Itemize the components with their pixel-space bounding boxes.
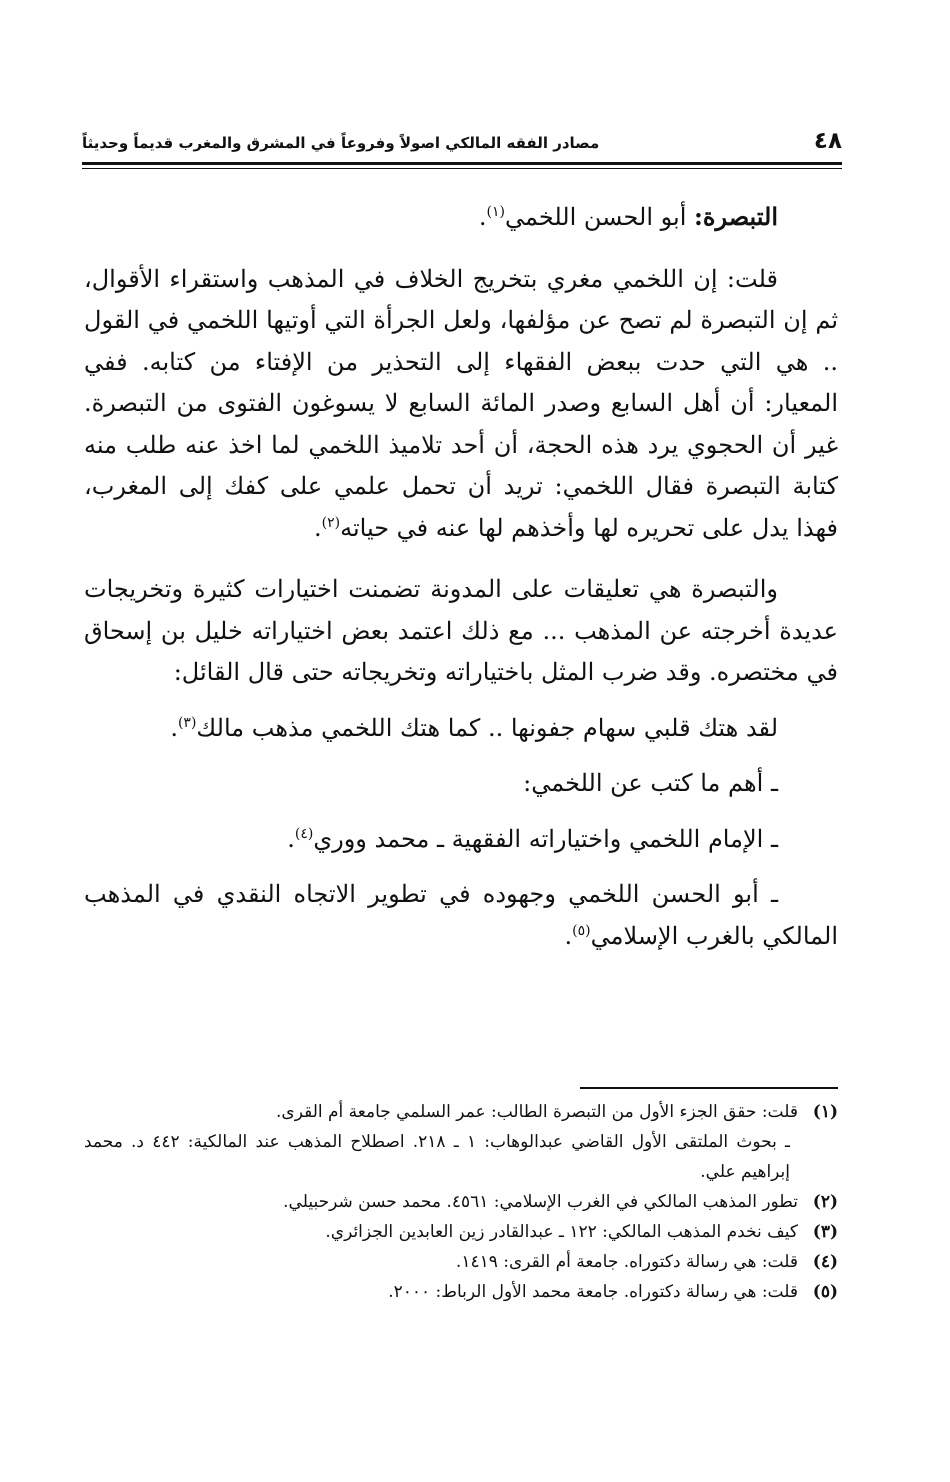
footnote-ref-5: (٥) (572, 922, 591, 939)
footnote-text: تطور المذهب المالكي في الغرب الإسلامي: ٤٥٦١. محمد حسن شرحبيلي. (283, 1192, 798, 1212)
period: . (170, 713, 178, 742)
main-text (84, 196, 838, 957)
verse-line (84, 708, 838, 750)
term-author: أبو الحسن اللخمي (504, 203, 695, 231)
footnote-ref-3: (٣) (177, 714, 197, 731)
footnote-text: ـ بحوث الملتقى الأول القاضي عبدالوهاب: ١ ـ ٢١٨. اصطلاح المذهب عند المالكية: ٤٤٢ د. محمد إبراهيم علي. (84, 1132, 790, 1182)
footnote-ref-2: (٢) (321, 514, 341, 531)
list-item-1 (84, 819, 838, 861)
footnote-separator (580, 1087, 838, 1089)
paragraph-commentary-text: قلت: إن اللخمي مغري بتخريج الخلاف في المذهب واستقراء الأقوال، ثم إن التبصرة لم تصح عن مؤلفها، ولعل الجرأة التي أوتيها اللخمي في القول .. هي التي حدت ببعض الفقهاء إلى التحذير من الإفتاء من كتابه. ففي المعيار: أن أهل السابع وصدر المائة السابع لا يسوغون الفتوى من التبصرة. غير أن الحجوي يرد هذه الحجة، أن أحد تلاميذ اللخمي لما اخذ عنه طلب منه كتابة التبصرة فقال اللخمي: تريد أن تحمل علمي على كفك إلى المغرب، فهذا يدل على تحريره لها وأخذهم لها عنه في حياته (84, 264, 838, 542)
list-heading (84, 763, 838, 805)
footnote-number: (٣) (812, 1222, 838, 1242)
footnote-text: كيف نخدم المذهب المالكي: ١٢٢ ـ عبدالقادر زين العابدين الجزائري. (325, 1222, 798, 1242)
paragraph-tabsira-title (84, 196, 838, 239)
period: . (564, 921, 573, 950)
list-item-2-text: ـ أبو الحسن اللخمي وجهوده في تطوير الاتجاه النقدي في المذهب المالكي بالغرب الإسلامي (84, 880, 838, 950)
period: . (313, 513, 322, 542)
footnote-1-continued (84, 1127, 838, 1187)
footnote-ref-4: (٤) (294, 825, 314, 842)
footnote-number: (٤) (812, 1252, 838, 1272)
footnote-text: قلت: هي رسالة دكتوراه. جامعة محمد الأول الرباط: ٢٠٠٠. (388, 1282, 798, 1302)
period: . (287, 824, 295, 853)
footnotes (84, 1097, 838, 1307)
footnote-text: قلت: هي رسالة دكتوراه. جامعة أم القرى: ١٤١٩. (455, 1252, 798, 1272)
page-number: ٤٨ (813, 128, 842, 154)
list-item-1-text: ـ الإمام اللخمي واختياراته الفقهية ـ محمد ووري (313, 824, 778, 853)
footnote-4 (84, 1247, 838, 1277)
footnote-number: (٢) (812, 1192, 838, 1212)
footnote-text: قلت: حقق الجزء الأول من التبصرة الطالب: عمر السلمي جامعة أم القرى. (276, 1102, 798, 1122)
paragraph-description (84, 569, 838, 694)
list-item-2 (84, 874, 838, 957)
footnote-3 (84, 1217, 838, 1247)
header-rule-thin (82, 168, 842, 169)
footnote-ref-1: (١) (486, 204, 505, 220)
running-title: مصادر الفقه المالكي اصولاً وفروعاً في المشرق والمغرب قديماً وحديثاً (82, 134, 600, 152)
footnote-2 (84, 1187, 838, 1217)
footnote-1 (84, 1097, 838, 1127)
footnote-5 (84, 1277, 838, 1307)
paragraph-description-text: والتبصرة هي تعليقات على المدونة تضمنت اختيارات كثيرة وتخريجات عديدة أخرجته عن المذهب ... مع ذلك اعتمد بعض اختياراته خليل بن إسحاق في مختصره. وقد ضرب المثل باختياراته وتخريجاته حتى قال القائل: (84, 575, 838, 686)
verse-text: لقد هتك قلبي سهام جفونها .. كما هتك اللخمي مذهب مالك (196, 713, 778, 742)
page-header (82, 128, 842, 158)
paragraph-commentary (84, 259, 838, 550)
header-rule-thick (82, 162, 842, 165)
period: . (478, 203, 487, 231)
list-heading-text: ـ أهم ما كتب عن اللخمي: (523, 769, 778, 797)
footnote-number: (١) (812, 1102, 838, 1122)
term-label: التبصرة: (694, 202, 778, 231)
footnote-number: (٥) (812, 1282, 838, 1302)
